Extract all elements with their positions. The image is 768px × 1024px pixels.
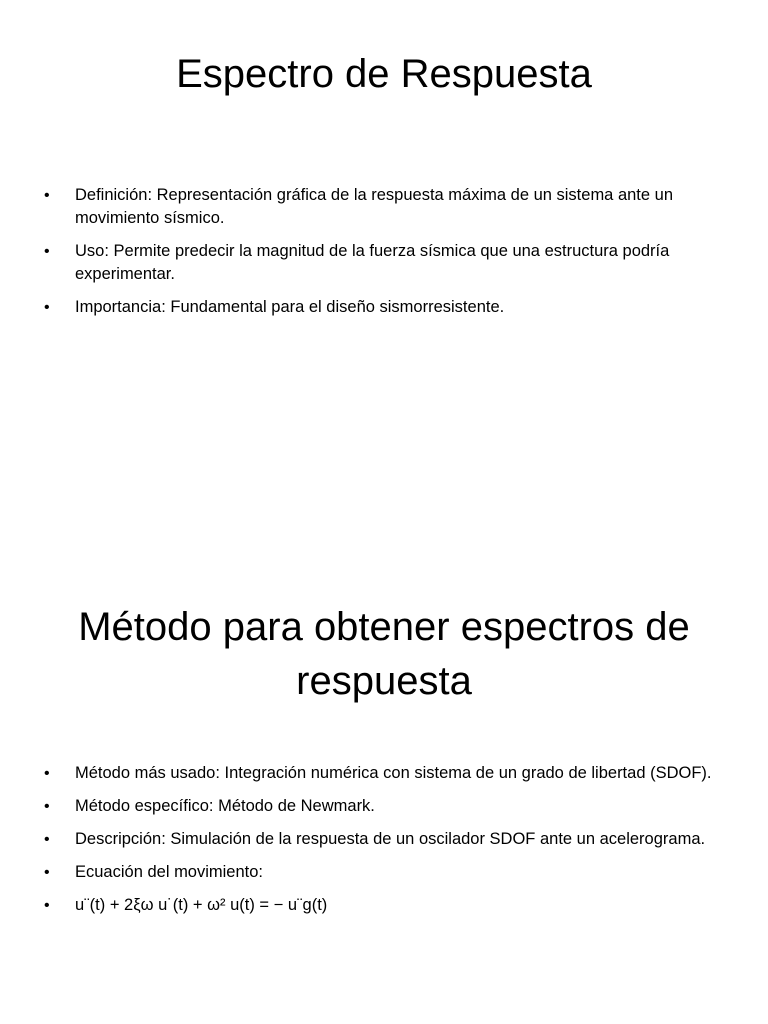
bullet-item (44, 795, 728, 818)
bullet-item (44, 296, 728, 319)
bullet-text: Definición: Representación gráfica de la respuesta máxima de un sistema ante un movimiento sísmico. (75, 186, 673, 227)
slide-title (30, 600, 738, 708)
bullet-text: Método más usado: Integración numérica con sistema de un grado de libertad (SDOF). (75, 764, 712, 782)
bullet-item (44, 828, 728, 851)
bullet-text: Importancia: Fundamental para el diseño sismorresistente. (75, 298, 505, 316)
bullet-icon: • (44, 864, 50, 881)
bullet-item (44, 894, 728, 917)
bullet-item (44, 762, 728, 785)
equation-text: u¨(t) + 2ξω u˙(t) + ω² u(t) = − u¨g(t) (75, 896, 328, 914)
bullet-text: Método específico: Método de Newmark. (75, 797, 375, 815)
bullet-text: Ecuación del movimiento: (75, 863, 264, 881)
slide-title-line: respuesta (296, 659, 472, 703)
bullet-icon: • (44, 897, 50, 914)
bullet-icon: • (44, 831, 50, 848)
slide-metodo-espectros (0, 512, 768, 1024)
slide-title-line: Método para obtener espectros de (78, 605, 690, 649)
bullet-icon: • (44, 187, 50, 204)
bullet-text: Uso: Permite predecir la magnitud de la fuerza sísmica que una estructura podría experimentar. (75, 242, 670, 283)
bullet-item (44, 184, 728, 230)
slide-title: Espectro de Respuesta (176, 52, 592, 96)
bullet-item (44, 240, 728, 286)
bullet-item (44, 861, 728, 884)
bullet-icon: • (44, 798, 50, 815)
bullet-list (44, 184, 728, 329)
bullet-icon: • (44, 299, 50, 316)
bullet-icon: • (44, 243, 50, 260)
bullet-list (44, 762, 728, 927)
bullet-text: Descripción: Simulación de la respuesta de un oscilador SDOF ante un acelerograma. (75, 830, 706, 848)
bullet-icon: • (44, 765, 50, 782)
